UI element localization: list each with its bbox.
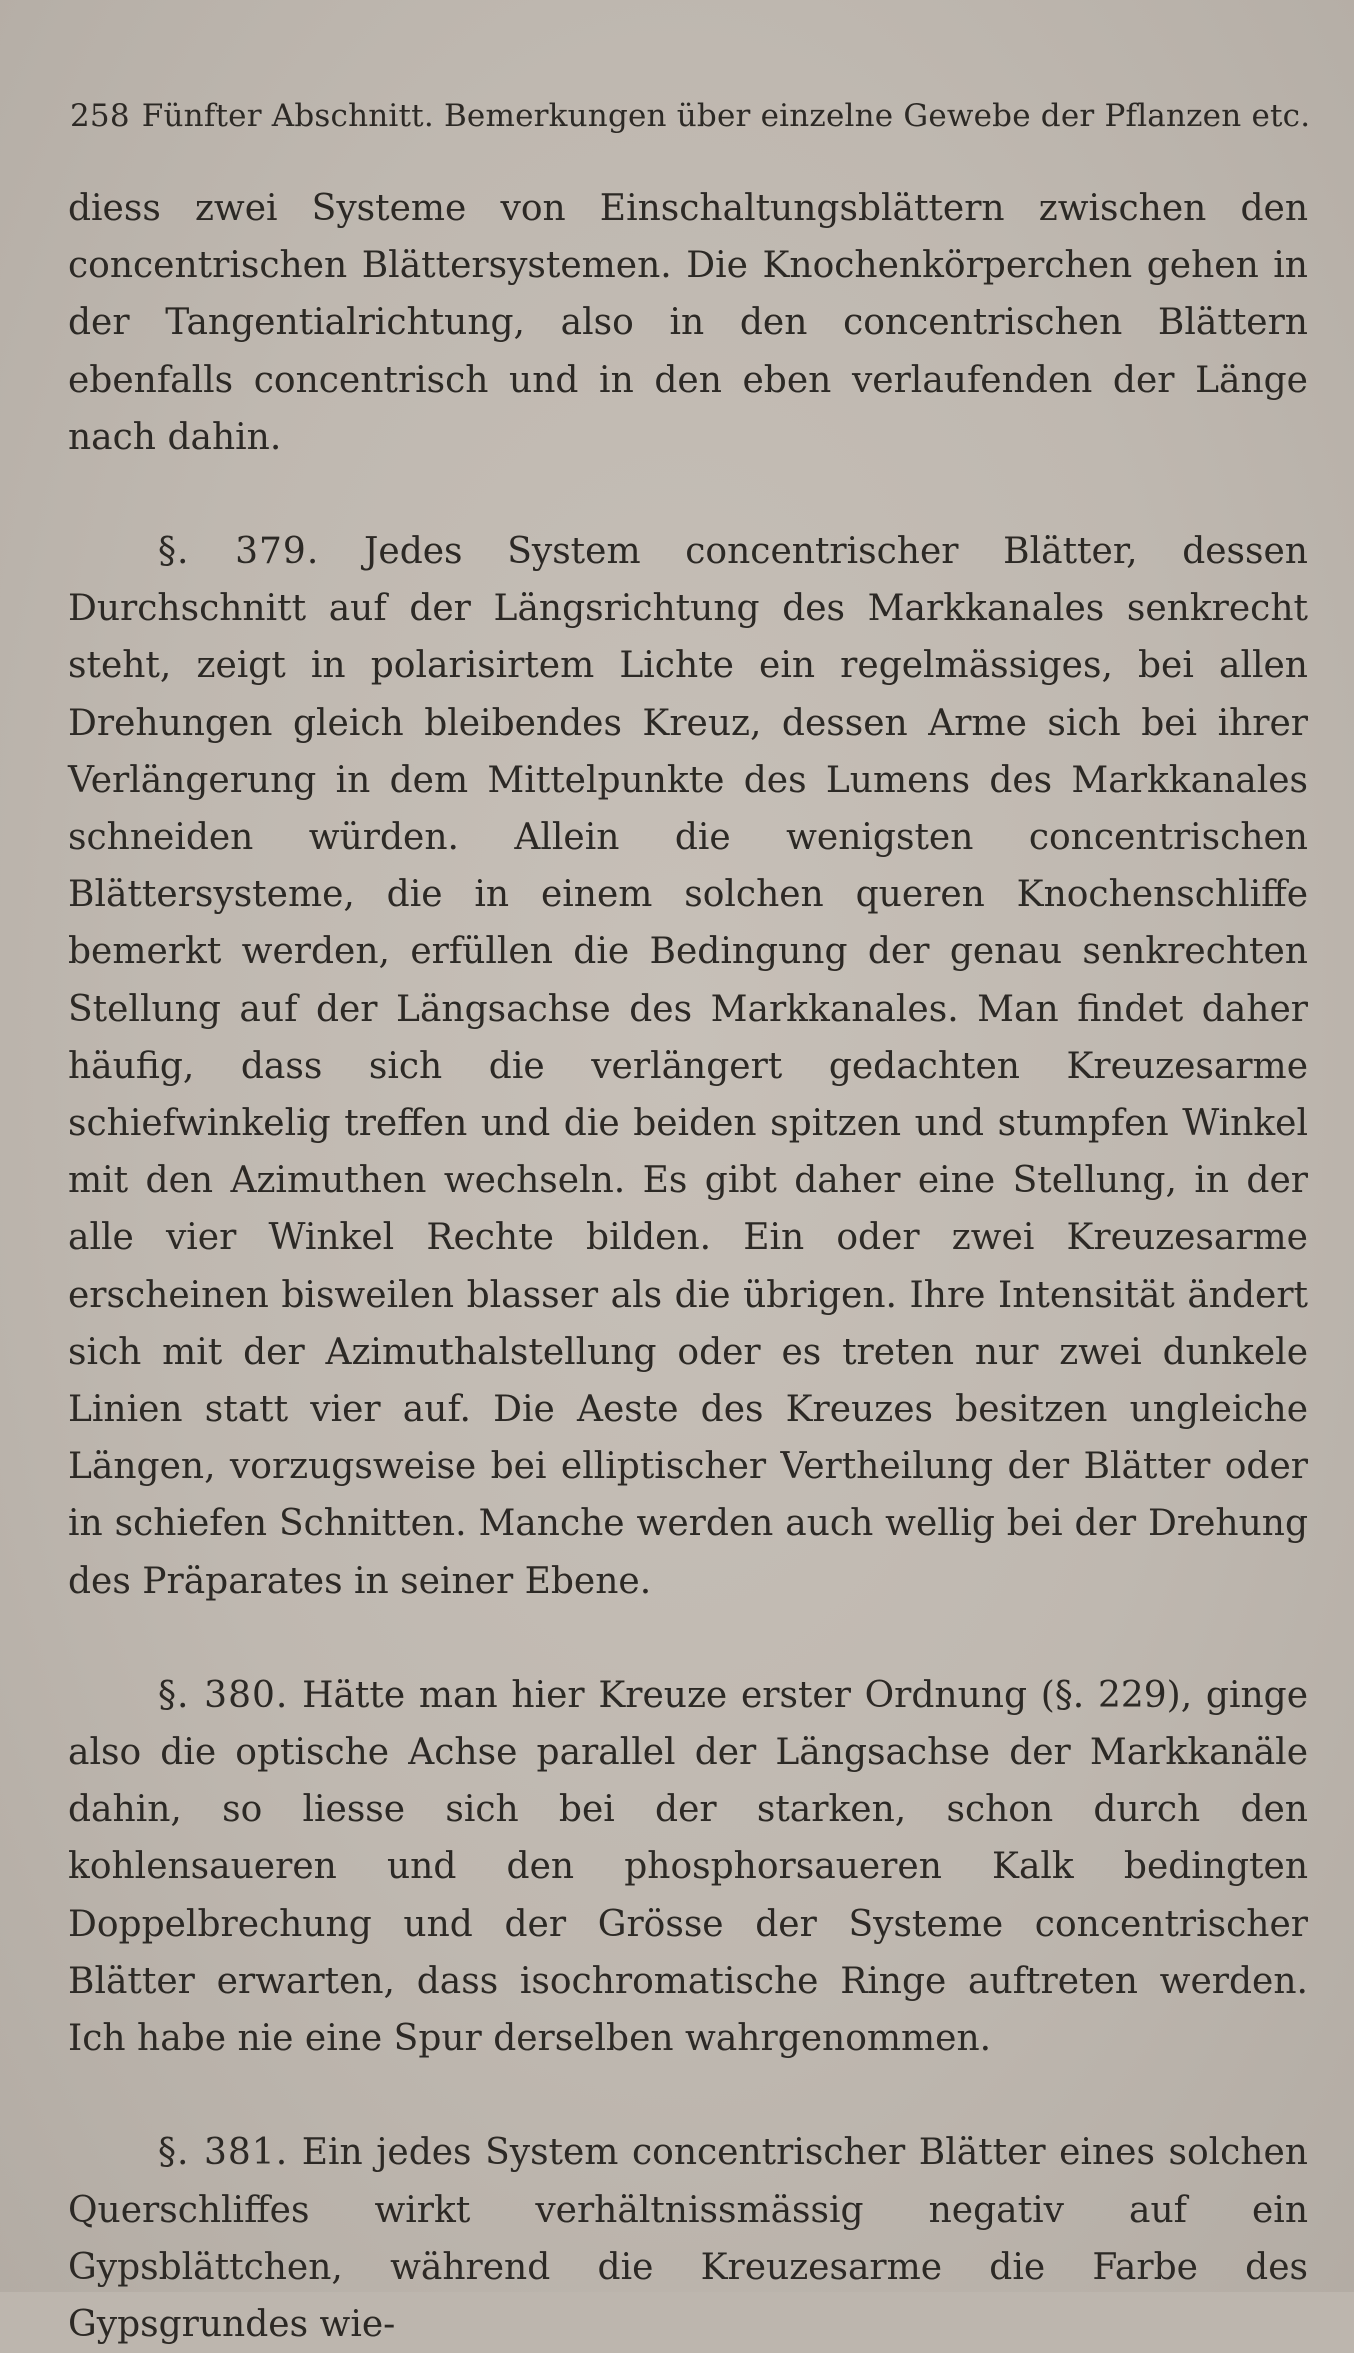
running-title: Fünfter Abschnitt. Bemerkungen über einzelne Gewebe der Pflanzen etc. [141, 98, 1311, 134]
page-number: 258 [70, 98, 130, 134]
body-text [68, 180, 1308, 2353]
section-number: §. 379. [158, 531, 320, 573]
paragraph-text: Jedes System concentrischer Blätter, dessen Durchschnitt auf der Längsrichtung des Markkanales senkrecht steht, zeigt in polarisirtem Lichte ein regelmässiges, bei allen Drehungen gleich bleibendes Kreuz, dessen Arme sich bei ihrer Verlängerung in dem Mittelpunkte des Lumens des Markkanales schneiden würden. Allein die wenigsten concentrischen Blättersysteme, die in einem solchen queren Knochenschliffe bemerkt werden, erfüllen die Bedingung der genau senkrechten Stellung auf der Längsachse des Markkanales. Man findet daher häufig, dass sich die verlängert gedachten Kreuzesarme schiefwinkelig treffen und die beiden spitzen und stumpfen Winkel mit den Azimuthen wechseln. Es gibt daher eine Stellung, in der alle vier Winkel Rechte bilden. Ein oder zwei Kreuzesarme erscheinen bisweilen blasser als die übrigen. Ihre Intensität ändert sich mit der Azimuthalstellung oder es treten nur zwei dunkele Linien statt vier auf. Die Aeste des Kreuzes besitzen ungleiche Längen, vorzugsweise bei elliptischer Vertheilung der Blätter oder in schiefen Schnitten. Manche werden auch wellig bei der Drehung des Präparates in seiner Ebene. [68, 531, 1308, 1602]
running-header [70, 98, 1310, 134]
paragraph-continuation [68, 180, 1308, 466]
paragraph-section-381 [68, 2124, 1308, 2353]
paragraph-text: Ein jedes System concentrischer Blätter eines solchen Querschliffes wirkt verhältnissmässig negativ auf ein Gypsblättchen, während die Kreuzesarme die Farbe des Gypsgrundes wie- [68, 2132, 1308, 2345]
section-number: §. 381. [158, 2132, 289, 2174]
paragraph-section-380 [68, 1667, 1308, 2067]
paragraph-section-379 [68, 523, 1308, 1610]
paragraph-gap [68, 2067, 1308, 2124]
paragraph-gap [68, 1610, 1308, 1667]
paragraph-text: Hätte man hier Kreuze erster Ordnung (§. 229), ginge also die optische Achse parallel der Längsachse der Markkanäle dahin, so liesse sich bei der starken, schon durch den kohlensaueren und den phosphorsaueren Kalk bedingten Doppelbrechung und der Grösse der Systeme concentrischer Blätter erwarten, dass isochromatische Ringe auftreten werden. Ich habe nie eine Spur derselben wahrgenommen. [68, 1674, 1308, 2060]
section-number: §. 380. [158, 1674, 289, 1716]
paragraph-text: diess zwei Systeme von Einschaltungsblättern zwischen den concentrischen Blättersystemen. Die Knochenkörperchen gehen in der Tangentialrichtung, also in den concentrischen Blättern ebenfalls concentrisch und in den eben verlaufenden der Länge nach dahin. [68, 188, 1308, 458]
paragraph-gap [68, 466, 1308, 523]
